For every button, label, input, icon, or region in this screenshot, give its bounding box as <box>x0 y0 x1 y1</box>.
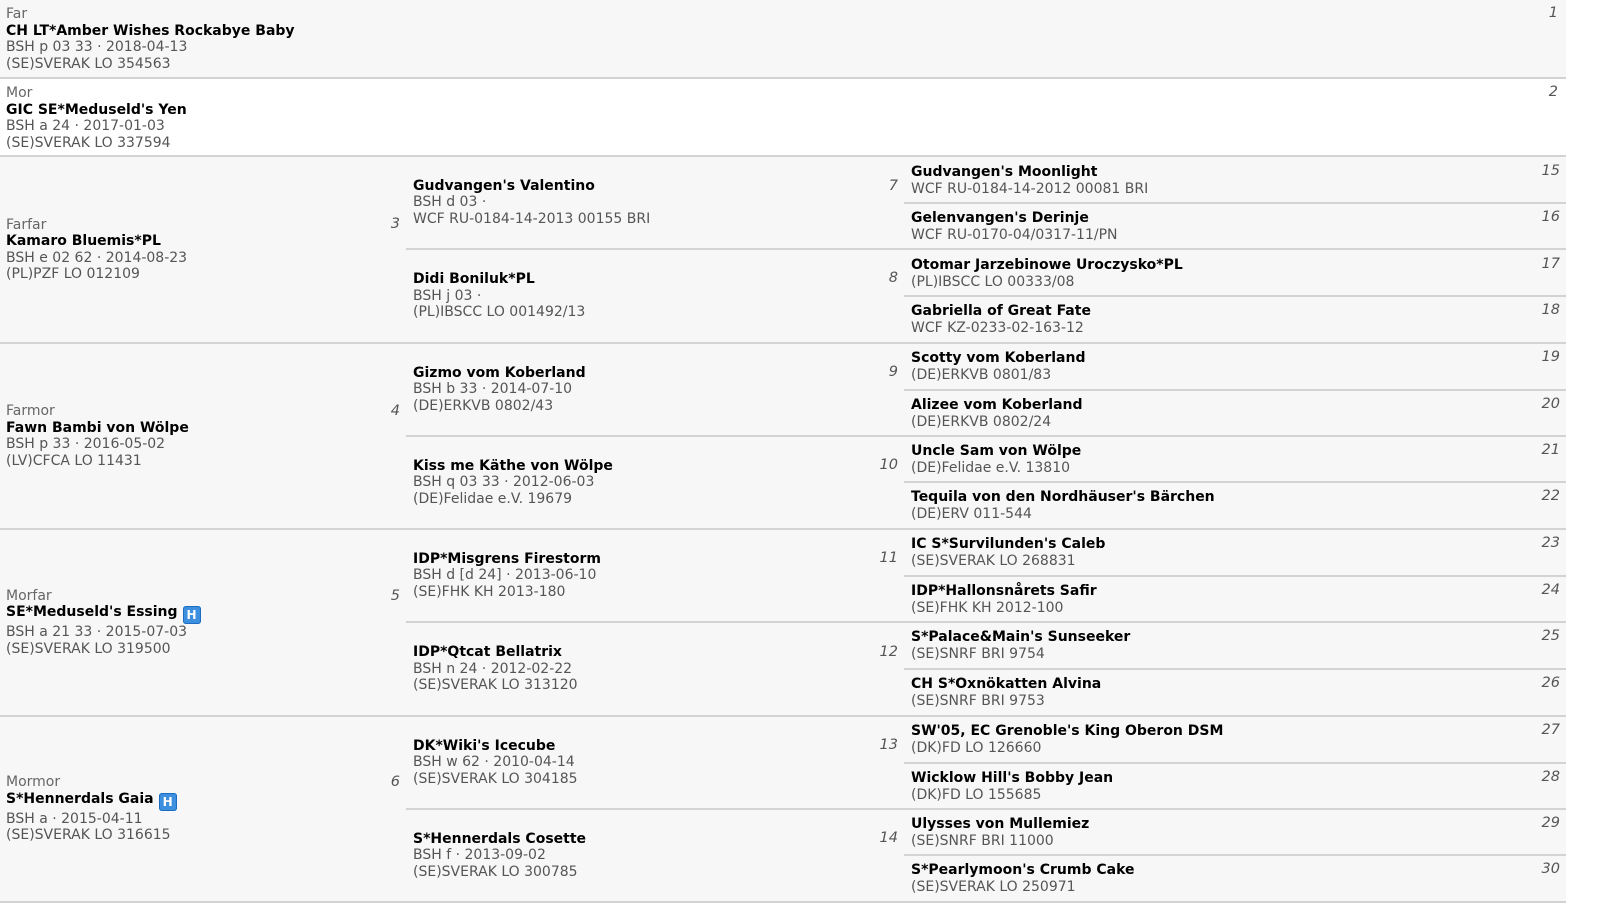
parent-details: BSH p 03 33 · 2018-04-13 <box>6 39 188 55</box>
ancestor-name[interactable]: Uncle Sam von Wölpe <box>911 443 1082 459</box>
ancestor-registration: (SE)SVERAK LO 304185 <box>413 770 578 787</box>
ancestor-name[interactable]: Gudvangen's Valentino <box>413 177 595 194</box>
grandparent-cell <box>0 530 406 715</box>
ancestor-name[interactable]: CH S*Oxnökatten Alvina <box>911 676 1102 692</box>
great-great-grandparent-cell <box>904 577 1566 623</box>
parent-row-father <box>0 0 1566 79</box>
ancestor-details: BSH q 03 33 · 2012-06-03 <box>413 474 595 491</box>
ancestor-registration: (DE)ERV 011-544 <box>911 505 1032 522</box>
ancestor-registration: (DE)ERKVB 0802/24 <box>911 413 1052 430</box>
ancestor-details: BSH j 03 · <box>413 287 482 304</box>
great-grandparent-cell <box>406 810 904 901</box>
ancestor-registration: (SE)SVERAK LO 300785 <box>413 863 578 880</box>
ancestor-registration: (SE)SVERAK LO 268831 <box>911 552 1076 569</box>
position-number: 9 <box>888 364 898 380</box>
ancestor-registration: (DE)ERKVB 0801/83 <box>911 366 1052 383</box>
great-grandparent-cell <box>406 344 904 437</box>
parent-name[interactable]: CH LT*Amber Wishes Rockabye Baby <box>6 22 295 39</box>
great-great-grandparent-cell <box>904 670 1566 715</box>
grandparent-details: BSH p 33 · 2016-05-02 <box>6 436 166 452</box>
grandparent-details: BSH a · 2015-04-11 <box>6 810 143 827</box>
grandparent-cell <box>0 717 406 901</box>
hospital-icon[interactable]: H <box>183 606 201 624</box>
grandparent-registration: (SE)SVERAK LO 316615 <box>6 827 171 844</box>
ancestor-registration: WCF KZ-0233-02-163-12 <box>911 319 1084 336</box>
ancestor-registration: (DK)FD LO 126660 <box>911 739 1042 756</box>
position-number: 25 <box>1541 628 1560 644</box>
ancestor-name[interactable]: S*Palace&Main's Sunseeker <box>911 629 1131 645</box>
position-number: 11 <box>879 550 898 566</box>
position-number: 30 <box>1541 861 1560 877</box>
position-number: 12 <box>879 644 898 660</box>
position-number: 3 <box>390 216 400 232</box>
ancestor-name[interactable]: Alizee vom Koberland <box>911 397 1083 413</box>
position-number: 19 <box>1541 349 1560 365</box>
ancestor-name[interactable]: Gudvangen's Moonlight <box>911 164 1098 180</box>
parent-name[interactable]: GIC SE*Meduseld's Yen <box>6 101 187 118</box>
ancestor-details: BSH d 03 · <box>413 194 487 211</box>
position-number: 7 <box>888 178 898 194</box>
parent-details: BSH a 24 · 2017-01-03 <box>6 118 165 134</box>
ancestor-registration: (SE)FHK KH 2013-180 <box>413 583 566 600</box>
ancestor-name[interactable]: S*Pearlymoon's Crumb Cake <box>911 862 1135 878</box>
ancestor-details: BSH n 24 · 2012-02-22 <box>413 660 573 677</box>
position-number: 15 <box>1541 163 1560 179</box>
position-number: 4 <box>390 403 400 419</box>
great-grandparent-cell <box>406 437 904 528</box>
ancestor-name[interactable]: Tequila von den Nordhäuser's Bärchen <box>911 489 1215 505</box>
ancestor-registration: (SE)SNRF BRI 9753 <box>911 692 1045 709</box>
ancestor-name[interactable]: DK*Wiki's Icecube <box>413 737 556 754</box>
ancestor-registration: (SE)SNRF BRI 11000 <box>911 832 1054 849</box>
position-number: 18 <box>1541 302 1560 318</box>
great-grandparent-cell <box>406 530 904 623</box>
ancestor-registration: (DE)ERKVB 0802/43 <box>413 397 554 414</box>
position-number: 22 <box>1541 488 1560 504</box>
position-number: 8 <box>888 270 898 286</box>
grandparent-name[interactable]: S*Hennerdals Gaia <box>6 790 154 807</box>
position-number: 10 <box>879 457 898 473</box>
ancestor-name[interactable]: IDP*Hallonsnårets Safir <box>911 583 1097 599</box>
grandparent-name[interactable]: Kamaro Bluemis*PL <box>6 233 161 249</box>
ancestor-registration: (SE)SNRF BRI 9754 <box>911 645 1045 662</box>
ancestor-registration: (SE)SVERAK LO 313120 <box>413 677 578 694</box>
ancestor-registration: (PL)IBSCC LO 001492/13 <box>413 304 586 321</box>
position-number: 27 <box>1541 722 1560 738</box>
ancestor-name[interactable]: S*Hennerdals Cosette <box>413 830 587 847</box>
position-number: 21 <box>1541 442 1560 458</box>
great-great-grandparent-cell <box>904 204 1566 250</box>
ancestor-name[interactable]: SW'05, EC Grenoble's King Oberon DSM <box>911 723 1224 739</box>
grandparent-registration: (PL)PZF LO 012109 <box>6 266 140 282</box>
position-number: 14 <box>879 830 898 846</box>
ancestor-registration: (DE)Felidae e.V. 13810 <box>911 459 1071 476</box>
grandparent-block <box>0 344 1566 530</box>
grandparent-registration: (SE)SVERAK LO 319500 <box>6 640 171 657</box>
grandparent-role: Farmor <box>6 403 55 419</box>
great-great-grandparent-cell <box>904 483 1566 528</box>
grandparent-details: BSH e 02 62 · 2014-08-23 <box>6 249 188 266</box>
great-great-grandparent-cell <box>904 297 1566 342</box>
ancestor-name[interactable]: IC S*Survilunden's Caleb <box>911 536 1106 552</box>
parent-row-mother <box>0 79 1566 157</box>
position-number: 6 <box>390 774 400 790</box>
grandparent-cell <box>0 157 406 342</box>
ancestor-registration: WCF RU-0184-14-2012 00081 BRI <box>911 180 1149 197</box>
great-grandparent-cell <box>406 717 904 810</box>
position-number: 16 <box>1541 209 1560 225</box>
ancestor-registration: WCF RU-0170-04/0317-11/PN <box>911 226 1118 243</box>
grandparent-role: Morfar <box>6 587 52 604</box>
great-great-grandparent-cell <box>904 391 1566 437</box>
ancestor-name[interactable]: IDP*Misgrens Firestorm <box>413 550 601 567</box>
grandparent-block <box>0 717 1566 903</box>
position-number: 13 <box>879 737 898 753</box>
grandparent-name[interactable]: SE*Meduseld's Essing <box>6 604 178 621</box>
ancestor-registration: (DE)Felidae e.V. 19679 <box>413 490 573 507</box>
great-great-grandparent-cell <box>904 530 1566 577</box>
position-number: 29 <box>1541 815 1560 831</box>
position-number: 5 <box>390 588 400 604</box>
position-number: 24 <box>1541 582 1560 598</box>
ancestor-name[interactable]: Wicklow Hill's Bobby Jean <box>911 770 1114 786</box>
grandparent-name-row <box>6 604 406 624</box>
great-great-grandparent-cell <box>904 623 1566 670</box>
ancestor-name[interactable]: Kiss me Käthe von Wölpe <box>413 457 613 474</box>
ancestor-registration: (SE)FHK KH 2012-100 <box>911 599 1064 616</box>
ancestor-details: BSH b 33 · 2014-07-10 <box>413 381 573 398</box>
ancestor-name[interactable]: Gabriella of Great Fate <box>911 303 1091 319</box>
ancestor-name[interactable]: Scotty vom Koberland <box>911 350 1086 366</box>
ancestor-name[interactable]: IDP*Qtcat Bellatrix <box>413 644 562 661</box>
grandparent-block <box>0 530 1566 717</box>
position-number: 26 <box>1541 675 1560 691</box>
position-number: 20 <box>1541 396 1560 412</box>
great-great-grandparent-cell <box>904 717 1566 764</box>
great-great-grandparent-cell <box>904 856 1566 901</box>
great-great-grandparent-cell <box>904 764 1566 810</box>
grandparent-details: BSH a 21 33 · 2015-07-03 <box>6 624 188 641</box>
great-great-grandparent-cell <box>904 250 1566 297</box>
grandparent-cell <box>0 344 406 528</box>
parent-registration: (SE)SVERAK LO 354563 <box>6 55 171 72</box>
position-number: 28 <box>1541 769 1560 785</box>
great-great-grandparent-cell <box>904 810 1566 856</box>
ancestor-registration: WCF RU-0184-14-2013 00155 BRI <box>413 210 651 227</box>
position-number: 1 <box>1548 5 1558 21</box>
great-grandparent-cell <box>406 623 904 715</box>
hospital-icon[interactable]: H <box>159 793 177 811</box>
ancestor-registration: (PL)IBSCC LO 00333/08 <box>911 273 1075 290</box>
parent-role: Far <box>6 6 28 22</box>
great-great-grandparent-cell <box>904 157 1566 204</box>
grandparent-block <box>0 157 1566 344</box>
parent-registration: (SE)SVERAK LO 337594 <box>6 134 171 151</box>
ancestor-name[interactable]: Gelenvangen's Derinje <box>911 210 1089 226</box>
ancestor-registration: (SE)SVERAK LO 250971 <box>911 878 1076 895</box>
grandparent-role: Farfar <box>6 216 47 233</box>
ancestor-registration: (DK)FD LO 155685 <box>911 786 1042 803</box>
ancestor-name[interactable]: Otomar Jarzebinowe Uroczysko*PL <box>911 257 1183 273</box>
great-grandparent-cell <box>406 250 904 342</box>
position-number: 2 <box>1548 84 1558 100</box>
great-great-grandparent-cell <box>904 437 1566 483</box>
ancestor-name[interactable]: Gizmo vom Koberland <box>413 364 586 381</box>
ancestor-name[interactable]: Ulysses von Mullemiez <box>911 816 1090 832</box>
great-great-grandparent-cell <box>904 344 1566 391</box>
position-number: 17 <box>1541 256 1560 272</box>
position-number: 23 <box>1541 535 1560 551</box>
ancestor-details: BSH f · 2013-09-02 <box>413 847 546 864</box>
grandparent-registration: (LV)CFCA LO 11431 <box>6 452 142 469</box>
ancestor-name[interactable]: Didi Boniluk*PL <box>413 271 535 288</box>
grandparent-name[interactable]: Fawn Bambi von Wölpe <box>6 419 189 436</box>
ancestor-details: BSH d [d 24] · 2013-06-10 <box>413 567 597 584</box>
ancestor-details: BSH w 62 · 2010-04-14 <box>413 754 575 771</box>
grandparent-role: Mormor <box>6 774 61 791</box>
parent-role: Mor <box>6 85 33 101</box>
great-grandparent-cell <box>406 157 904 250</box>
grandparent-name-row <box>6 791 406 811</box>
